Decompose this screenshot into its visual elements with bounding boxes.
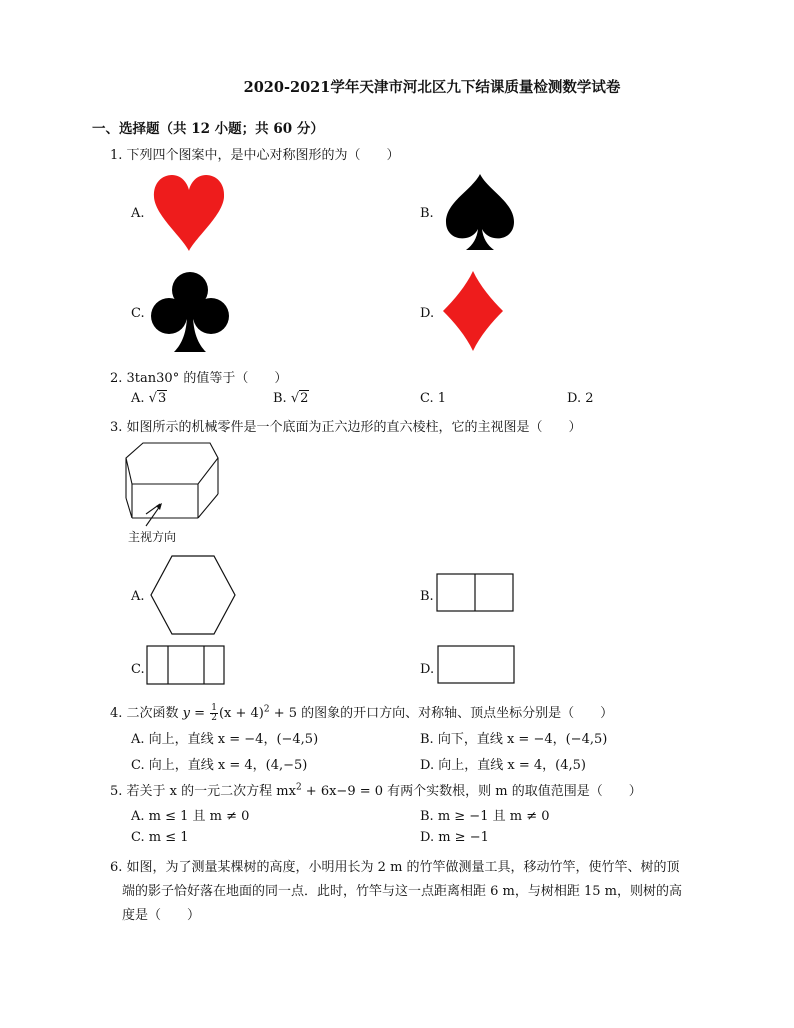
q5-exponent: 2: [295, 782, 302, 793]
q5-option-d: D. m ≥ −1: [420, 830, 489, 845]
q5-option-a: A. m ≤ 1 且 m ≠ 0: [131, 809, 250, 824]
q4-frac-den: 2: [211, 713, 217, 723]
q2-option-a-label: A.: [131, 391, 149, 406]
diamond-icon: [442, 270, 504, 352]
q2-option-b-label: B.: [273, 391, 291, 406]
q2-option-a: [131, 391, 167, 406]
sqrt-symbol: √2: [290, 391, 309, 406]
rectangle-three-parts-shape: [146, 645, 226, 685]
q4-equals: =: [190, 706, 210, 721]
q1-option-a-label: A.: [131, 206, 145, 221]
q5-option-c: C. m ≤ 1: [131, 830, 189, 845]
spade-icon: [444, 172, 516, 252]
q4-exponent: 2: [263, 704, 270, 715]
q4-stem-prefix: 4. 二次函数: [110, 706, 183, 721]
q4-option-d: D. 向上，直线 x = 4，(4,5): [420, 758, 586, 773]
q4-expr: (x + 4): [218, 706, 264, 721]
q4-option-b: B. 向下，直线 x = −4，(−4,5): [420, 732, 608, 747]
heart-icon: [152, 173, 226, 253]
q3-option-b-label: B.: [420, 589, 434, 604]
q2-option-a-radicand: 3: [157, 391, 167, 406]
q2-option-c: C. 1: [420, 391, 447, 406]
question-5-stem: [110, 780, 642, 799]
q3-option-d-label: D.: [420, 662, 435, 677]
question-6-line-2: 端的影子恰好落在地面的同一点．此时，竹竿与这一点距离相距 6 m，与树相距 15 m，则树的高: [122, 884, 682, 899]
q2-option-b: [273, 391, 309, 406]
question-1-stem: 1. 下列四个图案中，是中心对称图形的为（ ）: [110, 148, 400, 163]
section-heading: 一、选择题（共 12 小题；共 60 分）: [92, 121, 324, 137]
q1-option-d-label: D.: [420, 306, 435, 321]
rectangle-two-parts-shape: [436, 573, 516, 613]
question-3-stem: 3. 如图所示的机械零件是一个底面为正六边形的直六棱柱，它的主视图是（ ）: [110, 420, 582, 435]
q2-option-d: D. 2: [567, 391, 594, 406]
q4-option-c: C. 向上，直线 x = 4，(4,−5): [131, 758, 308, 773]
club-icon: [150, 270, 230, 354]
q4-frac-num: 1: [211, 703, 217, 713]
view-direction-caption: 主视方向: [128, 530, 177, 544]
q1-option-b-label: B.: [420, 206, 434, 221]
q4-stem-suffix: 的图象的开口方向、对称轴、顶点坐标分别是（ ）: [297, 706, 614, 721]
question-2-stem: 2. 3tan30° 的值等于（ ）: [110, 371, 288, 386]
sqrt-symbol: √3: [148, 391, 167, 406]
q4-fraction: [210, 704, 218, 723]
hexagonal-prism-figure: [118, 440, 238, 536]
q2-option-b-radicand: 2: [300, 391, 309, 406]
q5-stem-suffix: + 6x−9 = 0 有两个实数根，则 m 的取值范围是（ ）: [301, 784, 642, 799]
q3-option-c-label: C.: [131, 662, 145, 677]
q3-option-a-label: A.: [131, 589, 145, 604]
q4-var-y: y: [182, 706, 191, 721]
q1-option-c-label: C.: [131, 306, 145, 321]
question-6-line-3: 度是（ ）: [122, 908, 201, 923]
q4-option-a: A. 向上，直线 x = −4，(−4,5): [131, 732, 319, 747]
q5-stem-prefix: 5. 若关于 x 的一元二次方程 mx: [110, 784, 296, 799]
q4-expr2: + 5: [269, 706, 298, 721]
question-4-stem: [110, 702, 613, 723]
hexagon-shape: [148, 554, 238, 636]
question-6-line-1: 6. 如图，为了测量某棵树的高度，小明用长为 2 m 的竹竿做测量工具，移动竹竿，使竹竿、树的顶: [110, 860, 680, 875]
rectangle-shape: [437, 645, 517, 685]
page-title: 2020-2021学年天津市河北区九下结课质量检测数学试卷: [243, 79, 621, 96]
q5-option-b: B. m ≥ −1 且 m ≠ 0: [420, 809, 550, 824]
